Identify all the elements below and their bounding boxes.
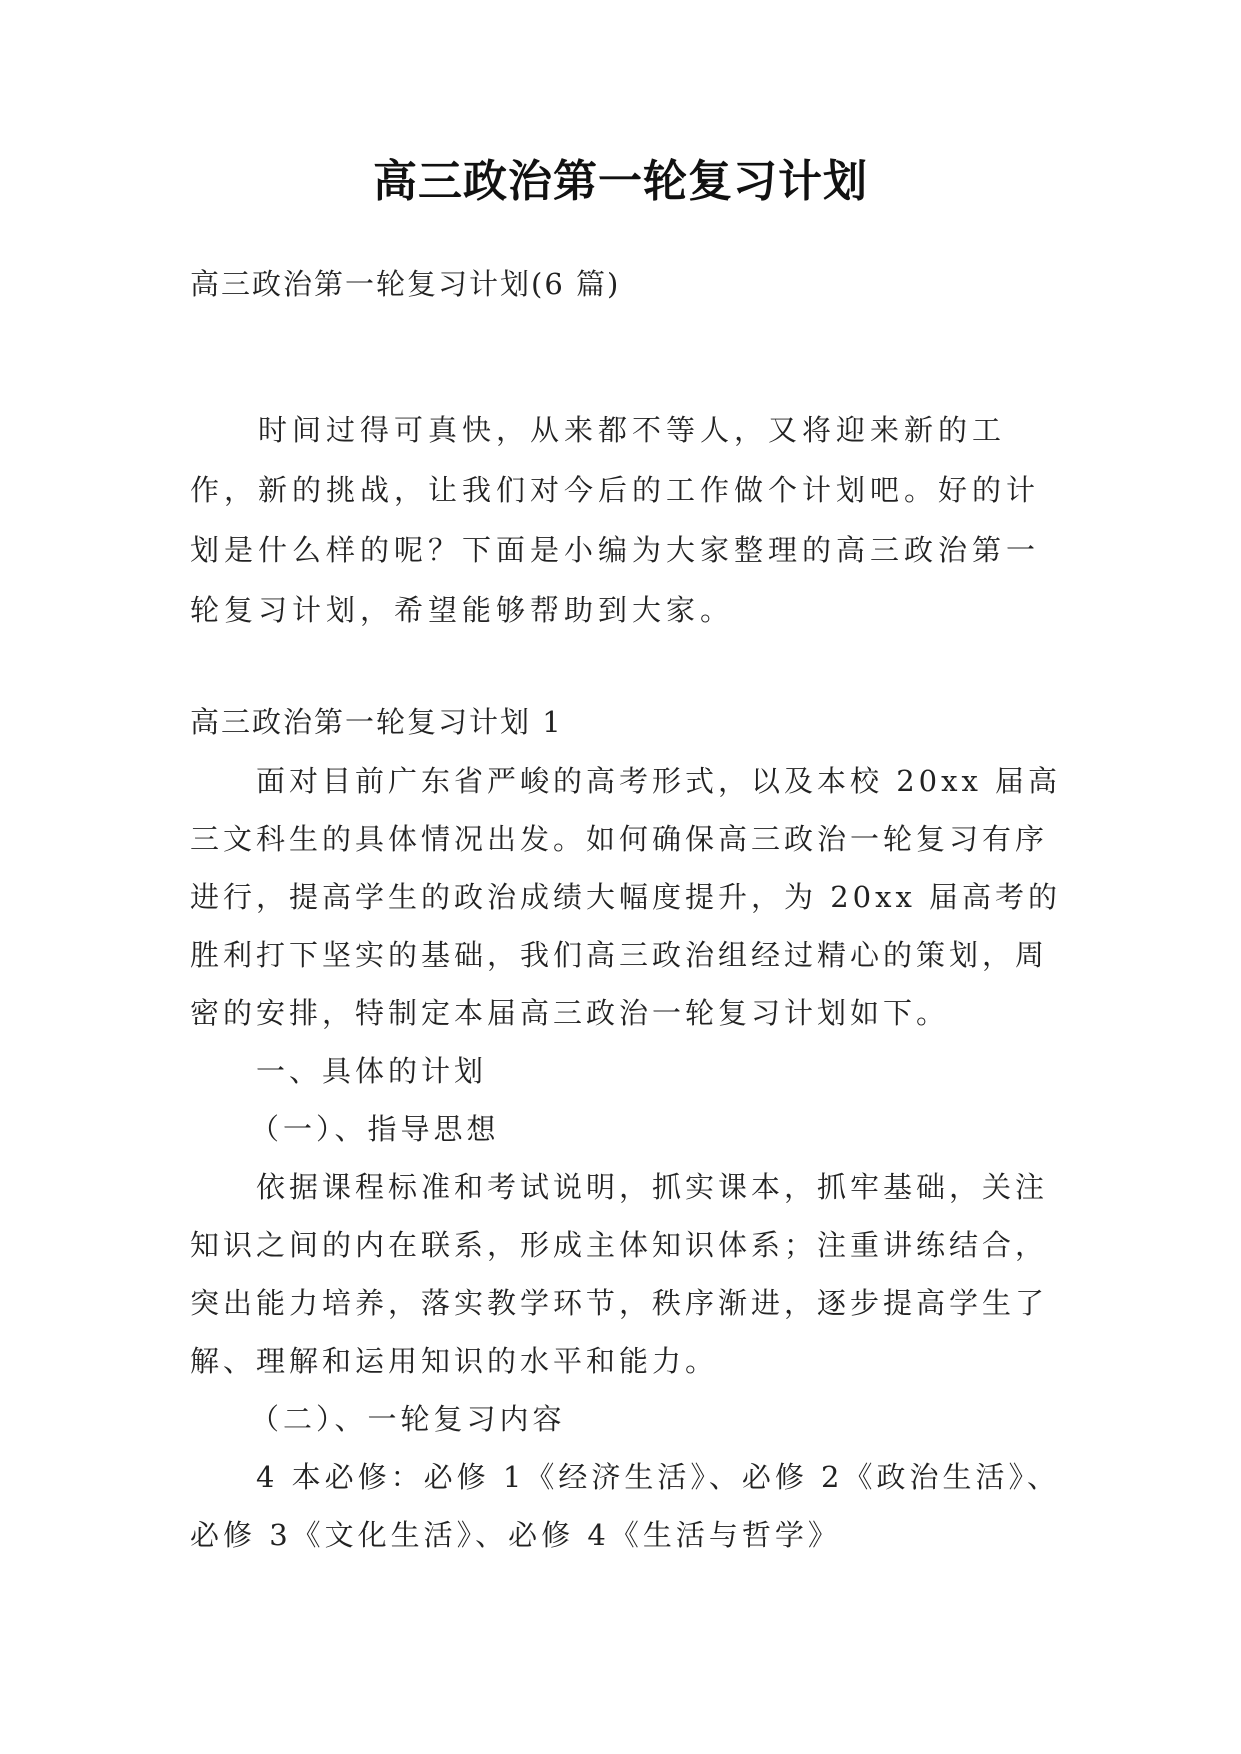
document-title: 高三政治第一轮复习计划 — [373, 156, 868, 207]
heading-guiding-ideology: （一）、指导思想 — [250, 1112, 500, 1146]
heading-specific-plan: 一、具体的计划 — [256, 1054, 488, 1088]
section-heading-1: 高三政治第一轮复习计划 1 — [190, 705, 563, 739]
document-subtitle: 高三政治第一轮复习计划(6 篇) — [190, 267, 621, 301]
section-body — [190, 752, 1070, 1564]
intro-paragraph: 时间过得可真快，从来都不等人，又将迎来新的工作，新的挑战，让我们对今后的工作做个计划吧。好的计划是什么样的呢？下面是小编为大家整理的高三政治第一轮复习计划，希望能够帮助到大家。 — [190, 413, 1041, 627]
body-paragraph-guiding: 依据课程标准和考试说明，抓实课本，抓牢基础，关注知识之间的内在联系，形成主体知识体系；注重讲练结合，突出能力培养，落实教学环节，秩序渐进，逐步提高学生了解、理解和运用知识的水平和能力。 — [190, 1170, 1049, 1378]
body-paragraph-textbooks: 4 本必修：必修 1《经济生活》、必修 2《政治生活》、必修 3《文化生活》、必修 4《生活与哲学》 — [190, 1460, 1061, 1552]
heading-review-content: （二）、一轮复习内容 — [250, 1402, 566, 1436]
body-paragraph-1: 面对目前广东省严峻的高考形式，以及本校 20xx 届高三文科生的具体情况出发。如何确保高三政治一轮复习有序进行，提高学生的政治成绩大幅度提升，为 20xx 届高考的胜利打下坚实的基础，我们高三政治组经过精心的策划，周密的安排，特制定本届高三政治一轮复习计划如下。 — [190, 764, 1062, 1030]
